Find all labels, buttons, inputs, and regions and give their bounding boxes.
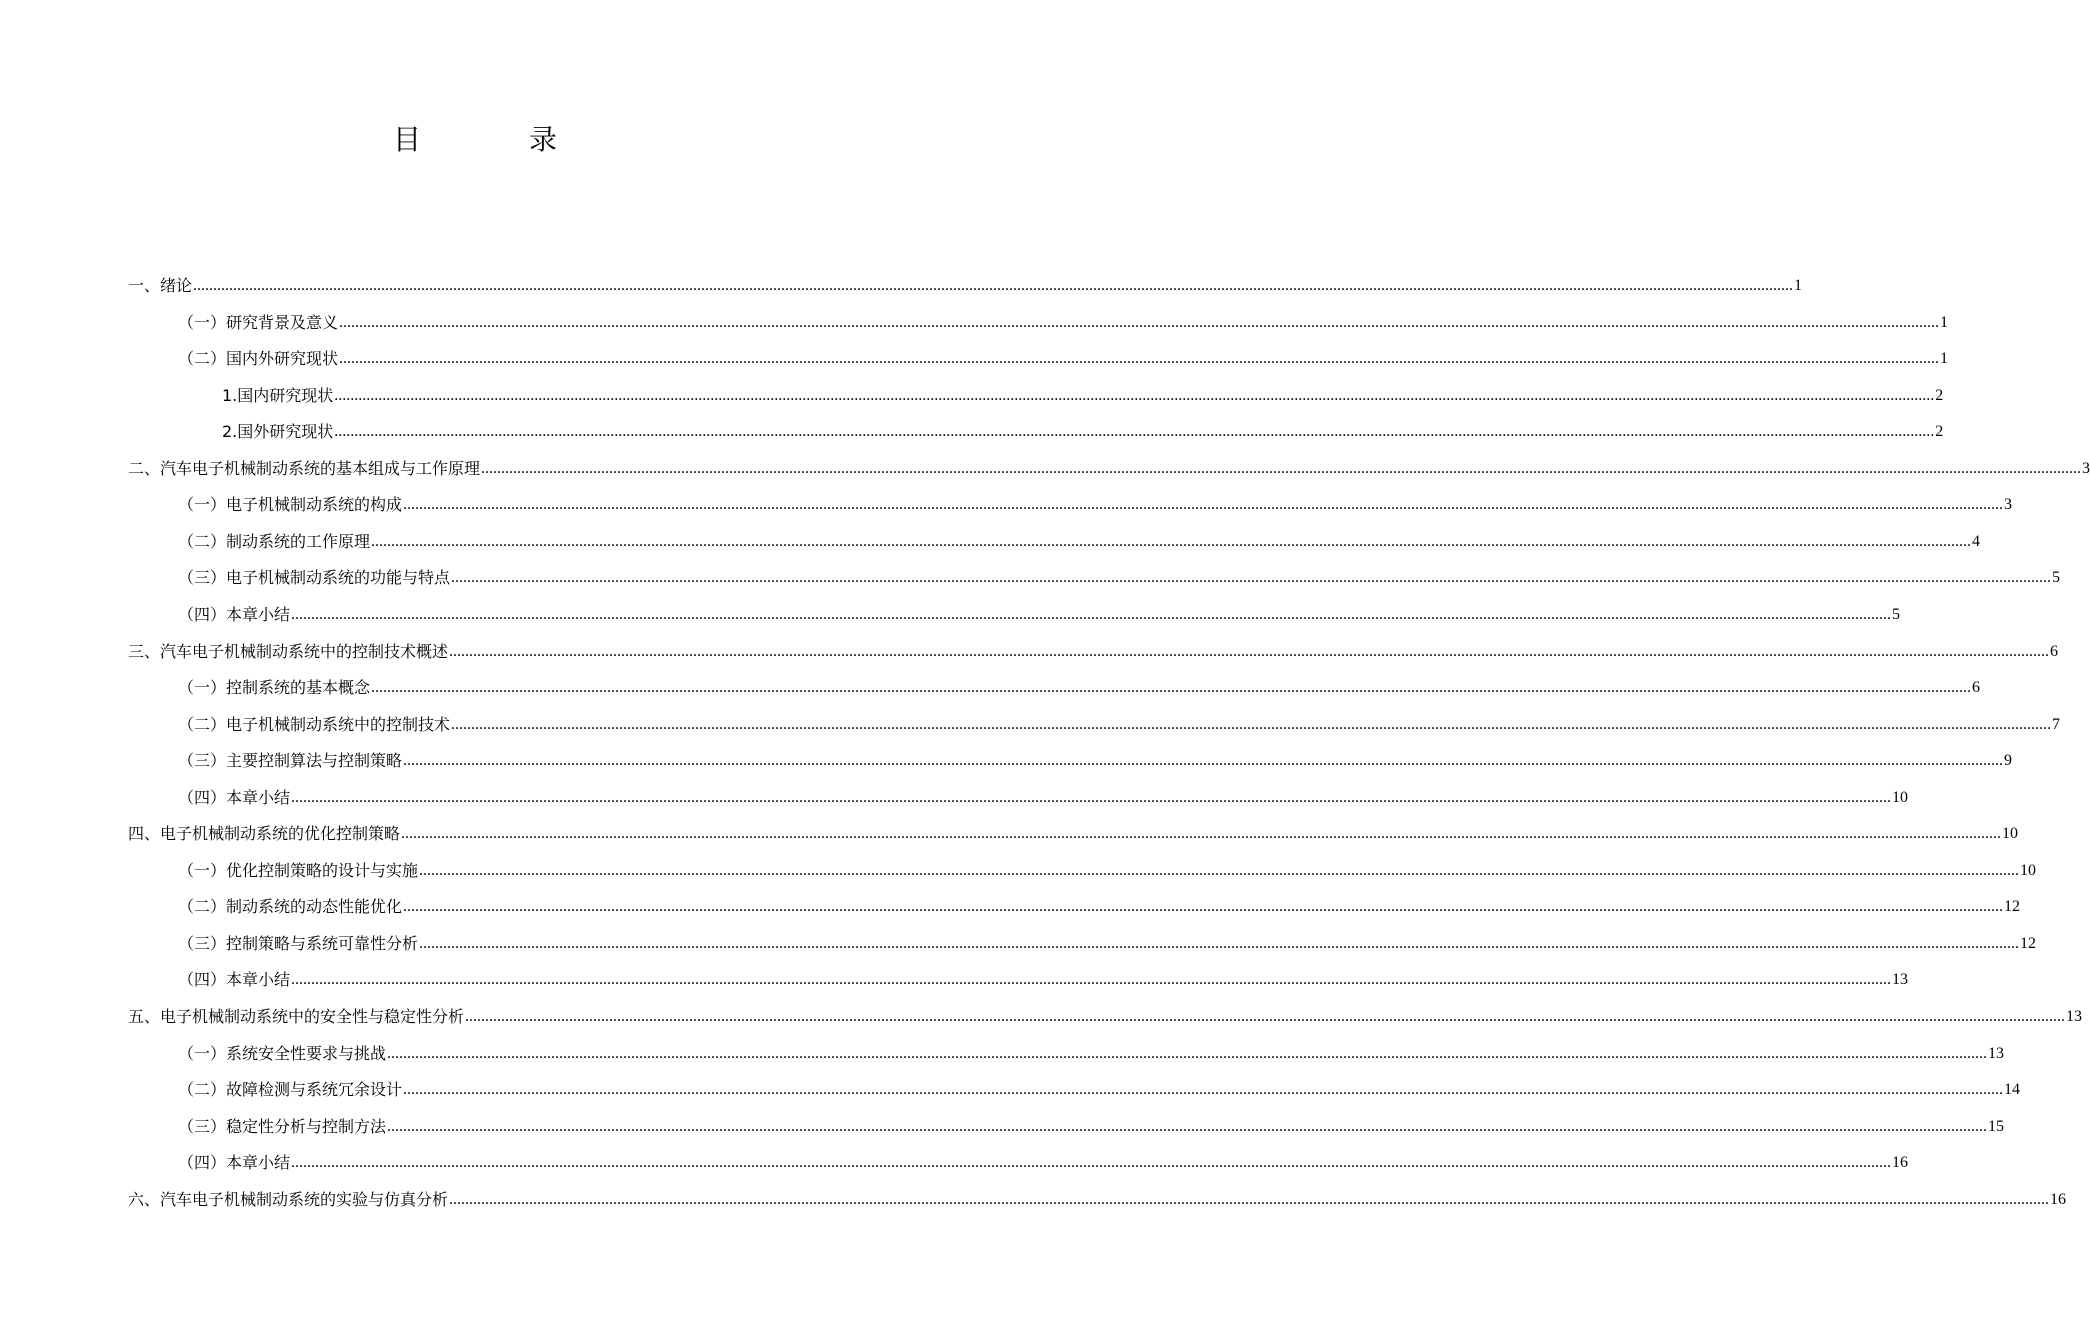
toc-entry[interactable] bbox=[178, 737, 2013, 771]
toc-entry-label: （三）主要控制算法与控制策略 bbox=[178, 751, 403, 771]
toc-entry-label: 2.国外研究现状 bbox=[222, 422, 334, 442]
toc-dot-leader: ................................................................................................................................................................................................................................................................................................................................................................................................................ bbox=[387, 1117, 1988, 1135]
toc-entry[interactable] bbox=[178, 883, 2021, 917]
toc-dot-leader: ................................................................................................................................................................................................................................................................................................................................................................................................................ bbox=[451, 569, 2052, 587]
toc-entry[interactable] bbox=[178, 1139, 1909, 1173]
toc-dot-leader: ................................................................................................................................................................................................................................................................................................................................................................................................................ bbox=[291, 971, 1892, 989]
toc-dot-leader: ................................................................................................................................................................................................................................................................................................................................................................................................................ bbox=[449, 1190, 2050, 1208]
toc-dot-leader: ................................................................................................................................................................................................................................................................................................................................................................................................................ bbox=[193, 277, 1794, 294]
toc-entry[interactable] bbox=[178, 518, 1981, 552]
toc-page-number: 9 bbox=[2004, 752, 2013, 770]
toc-dot-leader: ................................................................................................................................................................................................................................................................................................................................................................................................................ bbox=[334, 386, 1935, 404]
toc-dot-leader: ................................................................................................................................................................................................................................................................................................................................................................................................................ bbox=[401, 825, 2002, 843]
toc-entry[interactable] bbox=[128, 1176, 2067, 1210]
toc-entry[interactable] bbox=[178, 1030, 2005, 1064]
toc-entry-label: （四）本章小结 bbox=[178, 1153, 291, 1173]
toc-page-number: 15 bbox=[1988, 1117, 2005, 1135]
toc-page-number: 1 bbox=[1940, 313, 1949, 331]
toc-entry-label: （一）研究背景及意义 bbox=[178, 312, 339, 332]
toc-entry[interactable] bbox=[178, 920, 2037, 954]
toc-dot-leader: ................................................................................................................................................................................................................................................................................................................................................................................................................ bbox=[403, 496, 2004, 514]
toc-entry-label: 一、绪论 bbox=[128, 276, 193, 295]
toc-entry[interactable] bbox=[178, 1103, 2005, 1137]
toc-entry-label: （二）电子机械制动系统中的控制技术 bbox=[178, 714, 451, 734]
toc-entry[interactable] bbox=[128, 993, 2083, 1027]
toc-page-number: 16 bbox=[2050, 1190, 2067, 1208]
toc-dot-leader: ................................................................................................................................................................................................................................................................................................................................................................................................................ bbox=[291, 605, 1892, 623]
toc-dot-leader: ................................................................................................................................................................................................................................................................................................................................................................................................................ bbox=[449, 642, 2050, 660]
toc-dot-leader: ................................................................................................................................................................................................................................................................................................................................................................................................................ bbox=[371, 679, 1972, 697]
toc-entry[interactable] bbox=[178, 774, 1909, 808]
toc-entry-label: （二）制动系统的动态性能优化 bbox=[178, 897, 403, 917]
toc-page-number: 12 bbox=[2004, 898, 2021, 916]
toc-page-number: 14 bbox=[2004, 1081, 2021, 1099]
toc-entry-label: 1.国内研究现状 bbox=[222, 385, 334, 405]
toc-page-number: 7 bbox=[2052, 715, 2061, 733]
toc-entry[interactable] bbox=[178, 481, 2013, 515]
toc-page-number: 10 bbox=[1892, 788, 1909, 806]
toc-page-number: 12 bbox=[2020, 934, 2037, 952]
toc-dot-leader: ................................................................................................................................................................................................................................................................................................................................................................................................................ bbox=[339, 350, 1940, 368]
toc-entry[interactable] bbox=[178, 591, 1901, 625]
toc-dot-leader: ................................................................................................................................................................................................................................................................................................................................................................................................................ bbox=[403, 1081, 2004, 1099]
toc-page-number: 5 bbox=[2052, 569, 2061, 587]
toc-entry[interactable] bbox=[178, 701, 2061, 735]
toc-page-number: 1 bbox=[1794, 277, 1803, 294]
toc-page-number: 13 bbox=[2066, 1008, 2083, 1025]
toc-entry[interactable] bbox=[178, 335, 1949, 369]
toc-dot-leader: ................................................................................................................................................................................................................................................................................................................................................................................................................ bbox=[419, 861, 2020, 879]
toc-entry-label: （三）电子机械制动系统的功能与特点 bbox=[178, 568, 451, 588]
toc-entry[interactable] bbox=[178, 664, 1981, 698]
toc-page-number: 3 bbox=[2004, 496, 2013, 514]
toc-page-number: 13 bbox=[1988, 1044, 2005, 1062]
toc-title: 目 录 bbox=[392, 123, 597, 156]
toc-entry-label: （四）本章小结 bbox=[178, 604, 291, 624]
toc-dot-leader: ................................................................................................................................................................................................................................................................................................................................................................................................................ bbox=[419, 934, 2020, 952]
toc-entry-label: 三、汽车电子机械制动系统中的控制技术概述 bbox=[128, 641, 449, 661]
toc-entry[interactable] bbox=[128, 262, 1803, 296]
toc-entry[interactable] bbox=[128, 445, 2090, 479]
toc-entry[interactable] bbox=[178, 299, 1949, 333]
toc-entry[interactable] bbox=[222, 372, 1944, 406]
toc-entry[interactable] bbox=[128, 628, 2059, 662]
toc-entry-label: （一）电子机械制动系统的构成 bbox=[178, 495, 403, 515]
toc-dot-leader: ................................................................................................................................................................................................................................................................................................................................................................................................................ bbox=[371, 532, 1972, 550]
toc-entry-label: （三）控制策略与系统可靠性分析 bbox=[178, 933, 419, 953]
toc-page-number: 16 bbox=[1892, 1154, 1909, 1172]
toc-entry-label: （一）控制系统的基本概念 bbox=[178, 678, 371, 698]
toc-dot-leader: ................................................................................................................................................................................................................................................................................................................................................................................................................ bbox=[481, 459, 2082, 477]
toc-page-number: 3 bbox=[2082, 459, 2090, 477]
toc-entry[interactable] bbox=[178, 554, 2061, 588]
toc-entry[interactable] bbox=[178, 847, 2037, 881]
toc-entry-label: 四、电子机械制动系统的优化控制策略 bbox=[128, 824, 401, 844]
toc-entry[interactable] bbox=[178, 1066, 2021, 1100]
toc-page-number: 10 bbox=[2002, 825, 2019, 843]
toc-page-number: 10 bbox=[2020, 861, 2037, 879]
toc-entry-label: （二）故障检测与系统冗余设计 bbox=[178, 1080, 403, 1100]
toc-entry-label: （二）制动系统的工作原理 bbox=[178, 531, 371, 551]
toc-entry-label: （二）国内外研究现状 bbox=[178, 349, 339, 369]
toc-page-number: 2 bbox=[1935, 423, 1944, 441]
toc-page-number: 6 bbox=[1972, 679, 1981, 697]
toc-dot-leader: ................................................................................................................................................................................................................................................................................................................................................................................................................ bbox=[291, 1154, 1892, 1172]
toc-entry[interactable] bbox=[128, 810, 2019, 844]
toc-dot-leader: ................................................................................................................................................................................................................................................................................................................................................................................................................ bbox=[339, 313, 1940, 331]
toc-page-number: 1 bbox=[1940, 350, 1949, 368]
toc-dot-leader: ................................................................................................................................................................................................................................................................................................................................................................................................................ bbox=[334, 423, 1935, 441]
toc-entry-label: （四）本章小结 bbox=[178, 787, 291, 807]
toc-entry-label: 六、汽车电子机械制动系统的实验与仿真分析 bbox=[128, 1189, 449, 1209]
toc-entry-label: 五、电子机械制动系统中的安全性与稳定性分析 bbox=[128, 1007, 465, 1026]
toc-dot-leader: ................................................................................................................................................................................................................................................................................................................................................................................................................ bbox=[387, 1044, 1988, 1062]
toc-dot-leader: ................................................................................................................................................................................................................................................................................................................................................................................................................ bbox=[451, 715, 2052, 733]
toc-page-number: 6 bbox=[2050, 642, 2059, 660]
toc-page-number: 2 bbox=[1935, 386, 1944, 404]
toc-dot-leader: ................................................................................................................................................................................................................................................................................................................................................................................................................ bbox=[465, 1008, 2066, 1025]
toc-dot-leader: ................................................................................................................................................................................................................................................................................................................................................................................................................ bbox=[403, 752, 2004, 770]
toc-entry-label: （一）优化控制策略的设计与实施 bbox=[178, 860, 419, 880]
toc-page-number: 5 bbox=[1892, 605, 1901, 623]
toc-entry-label: （三）稳定性分析与控制方法 bbox=[178, 1116, 387, 1136]
toc-entry[interactable] bbox=[222, 408, 1944, 442]
toc-entry-label: （一）系统安全性要求与挑战 bbox=[178, 1043, 387, 1063]
toc-dot-leader: ................................................................................................................................................................................................................................................................................................................................................................................................................ bbox=[291, 788, 1892, 806]
toc-entry-label: （四）本章小结 bbox=[178, 970, 291, 990]
toc-entry-label: 二、汽车电子机械制动系统的基本组成与工作原理 bbox=[128, 458, 481, 478]
toc-page-number: 13 bbox=[1892, 971, 1909, 989]
toc-entry[interactable] bbox=[178, 956, 1909, 990]
toc-dot-leader: ................................................................................................................................................................................................................................................................................................................................................................................................................ bbox=[403, 898, 2004, 916]
toc-page-number: 4 bbox=[1972, 532, 1981, 550]
